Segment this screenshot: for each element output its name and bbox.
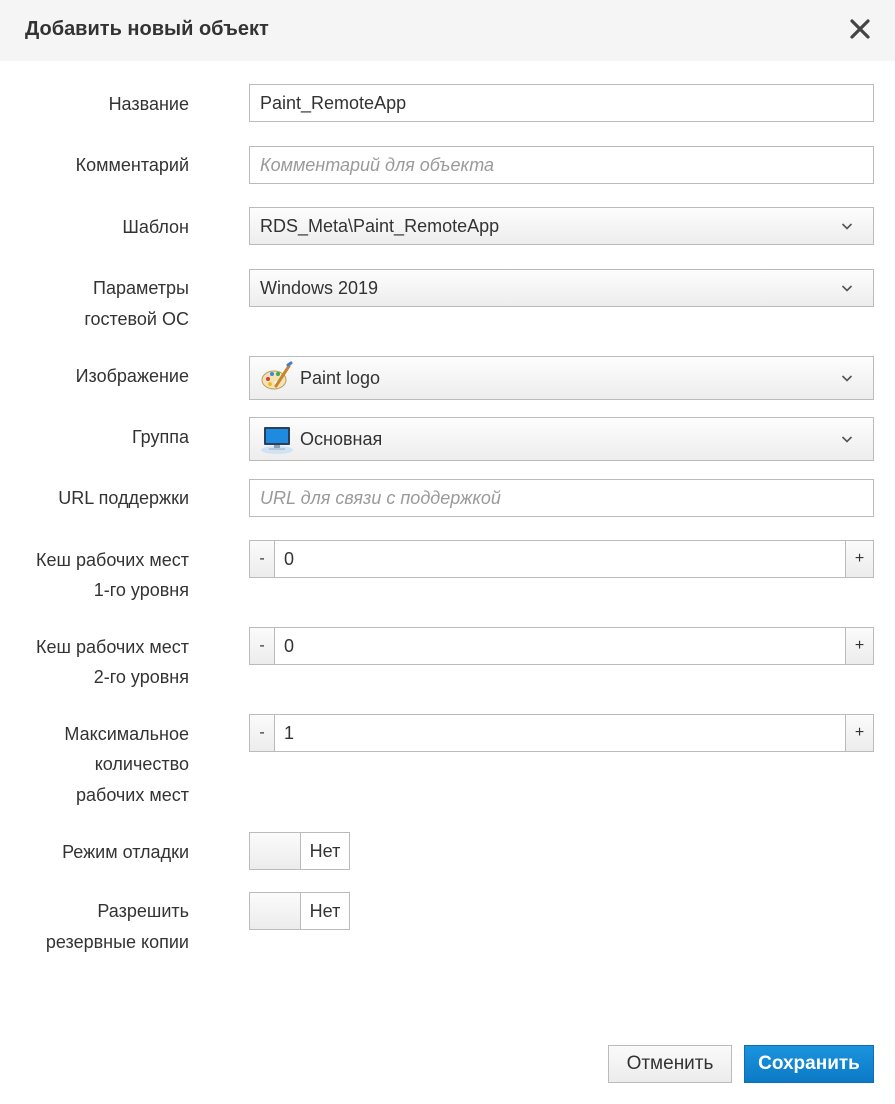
image-label: Изображение (75, 366, 189, 386)
guest-os-value: Windows 2019 (260, 277, 379, 298)
cancel-button[interactable]: Отменить (608, 1045, 732, 1083)
chevron-down-icon (841, 373, 853, 383)
cache-level1-stepper (249, 540, 874, 578)
close-icon[interactable] (847, 16, 873, 42)
chevron-down-icon (841, 434, 853, 444)
decrement-button[interactable]: - (249, 714, 275, 752)
comment-label: Комментарий (75, 155, 189, 175)
comment-field[interactable] (249, 146, 874, 184)
allow-backups-label-line1: Разрешить (97, 901, 189, 921)
image-value: Paint logo (300, 367, 381, 388)
name-field[interactable] (249, 84, 874, 122)
debug-mode-toggle[interactable] (249, 832, 350, 870)
comment-input[interactable] (250, 147, 873, 183)
decrement-button[interactable]: - (249, 627, 275, 665)
cache-level2-stepper (249, 627, 874, 665)
debug-mode-state: Нет (300, 832, 350, 870)
allow-backups-toggle[interactable] (249, 892, 350, 930)
toggle-knob[interactable] (249, 892, 301, 930)
guest-os-label-line1: Параметры (93, 278, 189, 298)
cache-level1-input[interactable] (275, 541, 845, 577)
cache-level2-input[interactable] (275, 628, 845, 664)
cache-level2-label-line1: Кеш рабочих мест (36, 637, 189, 657)
image-select[interactable] (249, 356, 874, 400)
computer-monitor-icon (260, 422, 294, 456)
name-label: Название (108, 94, 189, 114)
group-select[interactable] (249, 417, 874, 461)
save-button[interactable]: Сохранить (744, 1045, 874, 1083)
paint-palette-icon (260, 361, 294, 395)
group-label: Группа (131, 427, 189, 447)
dialog-header (0, 0, 895, 61)
template-select[interactable] (249, 207, 874, 245)
max-workplaces-field[interactable] (274, 714, 846, 752)
max-workplaces-label-line3: рабочих мест (75, 785, 189, 805)
chevron-down-icon (841, 221, 853, 231)
cache-level2-field[interactable] (274, 627, 846, 665)
allow-backups-label-line2: резервные копии (45, 932, 189, 952)
support-url-label: URL поддержки (58, 488, 189, 508)
increment-button[interactable]: + (845, 627, 874, 665)
decrement-button[interactable]: - (249, 540, 275, 578)
cache-level1-label-line2: 1-го уровня (93, 580, 189, 600)
max-workplaces-label-line2: количество (94, 754, 189, 774)
support-url-input[interactable] (250, 480, 873, 516)
max-workplaces-input[interactable] (275, 715, 845, 751)
cache-level2-label-line2: 2-го уровня (93, 667, 189, 687)
increment-button[interactable]: + (845, 714, 874, 752)
cache-level1-field[interactable] (274, 540, 846, 578)
support-url-field[interactable] (249, 479, 874, 517)
max-workplaces-stepper (249, 714, 874, 752)
allow-backups-state: Нет (300, 892, 350, 930)
name-input[interactable] (250, 85, 873, 121)
guest-os-select[interactable] (249, 269, 874, 307)
max-workplaces-label-line1: Максимальное (64, 724, 189, 744)
group-value: Основная (300, 428, 383, 449)
increment-button[interactable]: + (845, 540, 874, 578)
cache-level1-label-line1: Кеш рабочих мест (36, 550, 189, 570)
template-value: RDS_Meta\Paint_RemoteApp (260, 215, 500, 236)
toggle-knob[interactable] (249, 832, 301, 870)
guest-os-label-line2: гостевой ОС (84, 309, 189, 329)
template-label: Шаблон (122, 217, 189, 237)
dialog-title: Добавить новый объект (25, 18, 269, 40)
debug-mode-label: Режим отладки (62, 842, 189, 862)
chevron-down-icon (841, 283, 853, 293)
